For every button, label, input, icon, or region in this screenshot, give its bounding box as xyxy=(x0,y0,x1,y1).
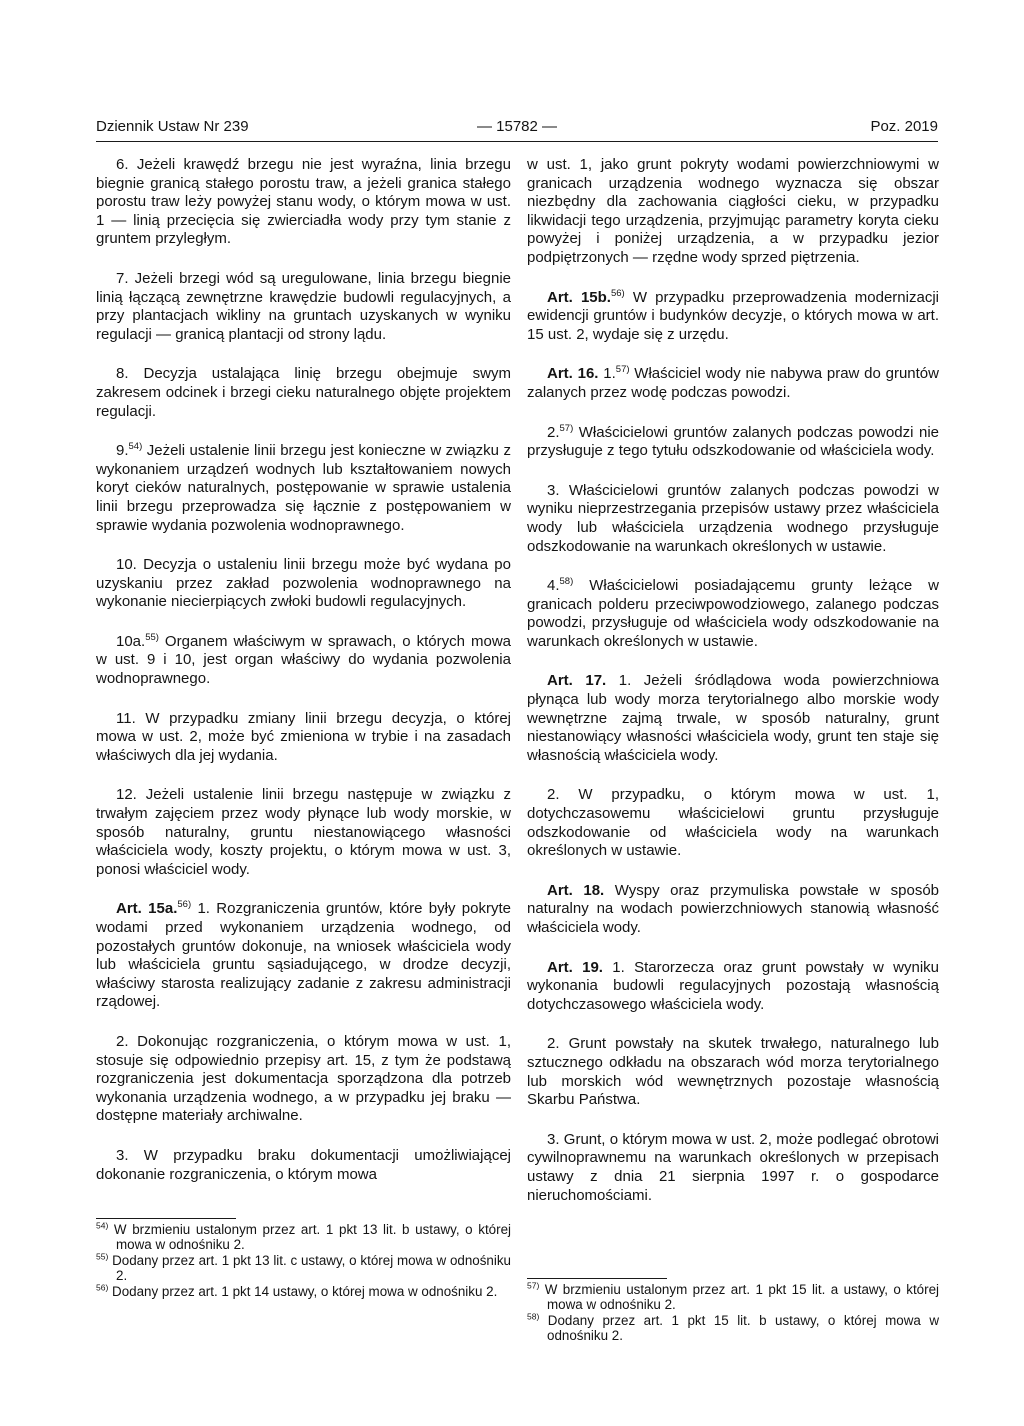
paragraph-text: 1. Jeżeli śródlądowa woda powierzchniowa płynąca lub wody morza terytorialnego albo morskie wody wewnętrzne zajmą trwale, w sposób naturalny, grunt niestanowiący własności właściciela wody, grunt ten staje się własnością właściciela wody. xyxy=(527,672,939,764)
paragraph xyxy=(527,1131,939,1205)
left-column xyxy=(96,156,511,1205)
footnote-ref: 55) xyxy=(145,631,159,643)
right-column xyxy=(527,156,939,1226)
paragraph xyxy=(527,156,939,268)
paragraph-number: 10a. xyxy=(116,632,146,650)
article-number: Art. 15a. xyxy=(116,900,178,918)
paragraph-text: Właściciel wody nie nabywa praw do gruntów zalanych przez wodę podczas powodzi. xyxy=(527,365,939,401)
paragraph-text: 1. Starorzecza oraz grunt powstały w wyniku wykonania budowli regulacyjnych pozostają własnością dotychczasowego właściciela wody. xyxy=(527,958,939,1013)
paragraph xyxy=(527,672,939,765)
paragraph-text: 3. W przypadku braku dokumentacji umożliwiającej dokonanie rozgraniczenia, o którym mowa xyxy=(96,1146,511,1183)
paragraph xyxy=(96,556,511,612)
position-number: Poz. 2019 xyxy=(870,118,938,135)
paragraph xyxy=(96,156,511,249)
paragraph xyxy=(527,577,939,651)
paragraph-text: W przypadku przeprowadzenia modernizacji ewidencji gruntów i budynków decyzje, o których mowa w art. 15 ust. 2, wydaje się z urzędu. xyxy=(527,288,939,343)
footnote-ref: 57) xyxy=(559,422,574,434)
paragraph-number: 9. xyxy=(116,442,129,460)
paragraph xyxy=(527,882,939,938)
article-number: Art. 19. xyxy=(547,958,603,976)
paragraph xyxy=(527,959,939,1015)
paragraph xyxy=(96,270,511,344)
paragraph-number: 2. xyxy=(547,423,560,441)
footnote xyxy=(96,1284,511,1299)
footnote-number: 55) xyxy=(96,1251,109,1262)
article-number: Art. 17. xyxy=(547,672,607,690)
paragraph-text: 2. Grunt powstały na skutek trwałego, naturalnego lub sztucznego odkładu na obszarach wód morza terytorialnego lub morskich wód wewnętrznych pozostaje własnością Skarbu Państwa. xyxy=(527,1035,939,1109)
paragraph-text: Wyspy oraz przymuliska powstałe w sposób naturalny na wodach powierzchniowych stanowią własność właściciela wody. xyxy=(527,881,939,936)
footnote-text: Dodany przez art. 1 pkt 15 lit. b ustawy, o której mowa w odnośniku 2. xyxy=(539,1312,939,1344)
footnote-number: 54) xyxy=(96,1220,109,1231)
header-rule xyxy=(96,141,938,142)
article-number: Art. 16. xyxy=(547,365,599,383)
paragraph xyxy=(96,1033,511,1126)
paragraph-text: 8. Decyzja ustalająca linię brzegu obejmuje swym zakresem odcinek i brzegi cieku naturalnego objęte projektem regulacji. xyxy=(96,365,511,420)
paragraph-text: 1. Rozgraniczenia gruntów, które były pokryte wodami przed wykonaniem urządzenia wodnego, od pozostałych gruntów dokonuje, na wniosek właściciela wody lub właściciela gruntu sąsiadującego, w drodze decyzji, właściwy starosta realizujący zadanie z zakresu administracji rządowej. xyxy=(96,900,511,1011)
footnote xyxy=(96,1253,511,1284)
paragraph xyxy=(527,1035,939,1109)
paragraph-text: Organem właściwym w sprawach, o których mowa w ust. 9 i 10, jest organ właściwy do wydania pozwolenia wodnoprawnego. xyxy=(96,632,511,688)
footnote-number: 58) xyxy=(527,1311,540,1322)
footnote-text: Dodany przez art. 1 pkt 13 lit. c ustawy, o której mowa w odnośniku 2. xyxy=(108,1252,511,1284)
paragraph-text: 2. Dokonując rozgraniczenia, o którym mowa w ust. 1, stosuje się odpowiednio przepisy art. 15, z tym że podstawą rozgraniczenia jest dokumentacja sporządzona dla potrzeb wykonania urządzenia wodnego, a w przypadku jej braku — dostępne materiały archiwalne. xyxy=(96,1032,511,1125)
footnote xyxy=(527,1282,939,1313)
paragraph-text: 6. Jeżeli krawędź brzegu nie jest wyraźna, linia brzegu biegnie granicą stałego porostu traw, a jeżeli granica stałego porostu traw leży powyżej stanu wody, o którym mowa w ust. 1 — linią przecięcia się zwierciadła wody przy tym stanie z gruntem przyległym. xyxy=(96,156,511,248)
footnote-number: 57) xyxy=(527,1280,540,1291)
footnote-ref: 56) xyxy=(610,287,625,299)
paragraph-text: Właścicielowi posiadającemu grunty leżące w granicach polderu przeciwpowodziowego, zalanego podczas powodzi, przysługuje od właściciela wody odszkodowanie na warunkach określonych w ustawie. xyxy=(527,577,939,650)
footnote-text: W brzmieniu ustalonym przez art. 1 pkt 15 lit. a ustawy, o której mowa w odnośniku 2. xyxy=(539,1282,939,1313)
paragraph-number: 1. xyxy=(598,365,616,383)
footnote-ref: 58) xyxy=(559,576,574,588)
article-number: Art. 15b. xyxy=(547,288,611,306)
footnote xyxy=(527,1313,939,1344)
paragraph xyxy=(527,289,939,345)
paragraph-text: w ust. 1, jako grunt pokryty wodami powierzchniowymi w granicach urządzenia wodnego wyznacza się obszar niezbędny dla zachowania ciągłości cieku, w przypadku likwidacji tego urządzenia, przyjmując parametry koryta cieku powyżej i poniżej urządzenia, a w przypadku jezior podpiętrzonych — rzędne wody sprzed piętrzenia. xyxy=(527,156,939,266)
paragraph-text: 3. Grunt, o którym mowa w ust. 2, może podlegać obrotowi cywilnoprawnemu na warunkach określonych w przepisach ustawy z dnia 21 sierpnia 1997 r. o gospodarce nieruchomościami. xyxy=(527,1130,939,1204)
page-header xyxy=(96,118,938,140)
footnote-text: W brzmieniu ustalonym przez art. 1 pkt 13 lit. b ustawy, o której mowa w odnośniku 2. xyxy=(108,1222,511,1253)
paragraph-number: 4. xyxy=(547,577,560,595)
footnote-text: Dodany przez art. 1 pkt 14 ustawy, o której mowa w odnośniku 2. xyxy=(108,1283,498,1299)
paragraph-text: 2. W przypadku, o którym mowa w ust. 1, dotychczasowemu właścicielowi gruntu przysługuje odszkodowanie od właściciela wody na warunkach określonych w ustawie. xyxy=(527,786,939,860)
footnote-ref: 54) xyxy=(128,441,143,453)
footnote-ref: 56) xyxy=(177,899,192,911)
paragraph xyxy=(96,786,511,879)
paragraph-text: 7. Jeżeli brzegi wód są uregulowane, linia brzegu biegnie linią łączącą zewnętrzne krawędzie budowli regulacyjnych, a przy plantacjach wikliny na gruntach uzyskanych w wyniku regulacji — granicą plantacji od strony lądu. xyxy=(96,269,511,343)
paragraph xyxy=(96,633,511,689)
paragraph xyxy=(527,424,939,461)
paragraph xyxy=(96,1147,511,1184)
paragraph-text: 10. Decyzja o ustaleniu linii brzegu może być wydana po uzyskaniu przez zakład pozwolenia wodnoprawnego na wykonanie niecierpiących zwłoki budowli regulacyjnych. xyxy=(96,556,511,611)
paragraph xyxy=(96,710,511,766)
paragraph xyxy=(96,442,511,535)
footnote-ref: 57) xyxy=(615,364,630,376)
paragraph xyxy=(96,900,511,1012)
footnotes-right xyxy=(527,1278,939,1344)
page-number: — 15782 — xyxy=(476,118,558,135)
footnote-rule xyxy=(527,1278,667,1279)
paragraph-text: Jeżeli ustalenie linii brzegu jest konieczne w związku z wykonaniem urządzeń wodnych lub kształtowaniem nowych koryt cieków naturalnych, postępowanie w sprawie ustalenia linii brzegu przeprowadza się łącznie z postępowaniem w sprawie wydania pozwolenia wodnoprawnego. xyxy=(96,442,511,534)
paragraph-text: 3. Właścicielowi gruntów zalanych podczas powodzi w wyniku nieprzestrzegania przepisów ustawy przez właściciela wody lub właściciela urządzenia wodnego przysługuje odszkodowanie na warunkach określonych w ustawie. xyxy=(527,481,939,555)
paragraph xyxy=(527,786,939,860)
footnotes-left xyxy=(96,1218,511,1299)
paragraph xyxy=(527,482,939,556)
journal-title: Dziennik Ustaw Nr 239 xyxy=(96,118,249,135)
paragraph-text: 12. Jeżeli ustalenie linii brzegu następuje w związku z trwałym zajęciem przez wody płynące lub wody morskie, w sposób naturalny, gruntu niestanowiącego własności właściciela wody, koszty projektu, o którym mowa w ust. 3, ponosi właściciel wody. xyxy=(96,786,511,878)
paragraph-text: 11. W przypadku zmiany linii brzegu decyzja, o której mowa w ust. 2, może być zmieniona w trybie i na zasadach właściwych dla jej wydania. xyxy=(96,709,511,764)
footnote-rule xyxy=(96,1218,236,1219)
article-number: Art. 18. xyxy=(547,881,605,899)
paragraph-text: Właścicielowi gruntów zalanych podczas powodzi nie przysługuje z tego tytułu odszkodowanie od właściciela wody. xyxy=(527,423,939,460)
paragraph xyxy=(96,365,511,421)
footnote xyxy=(96,1222,511,1253)
paragraph xyxy=(527,365,939,402)
footnote-number: 56) xyxy=(96,1282,109,1293)
